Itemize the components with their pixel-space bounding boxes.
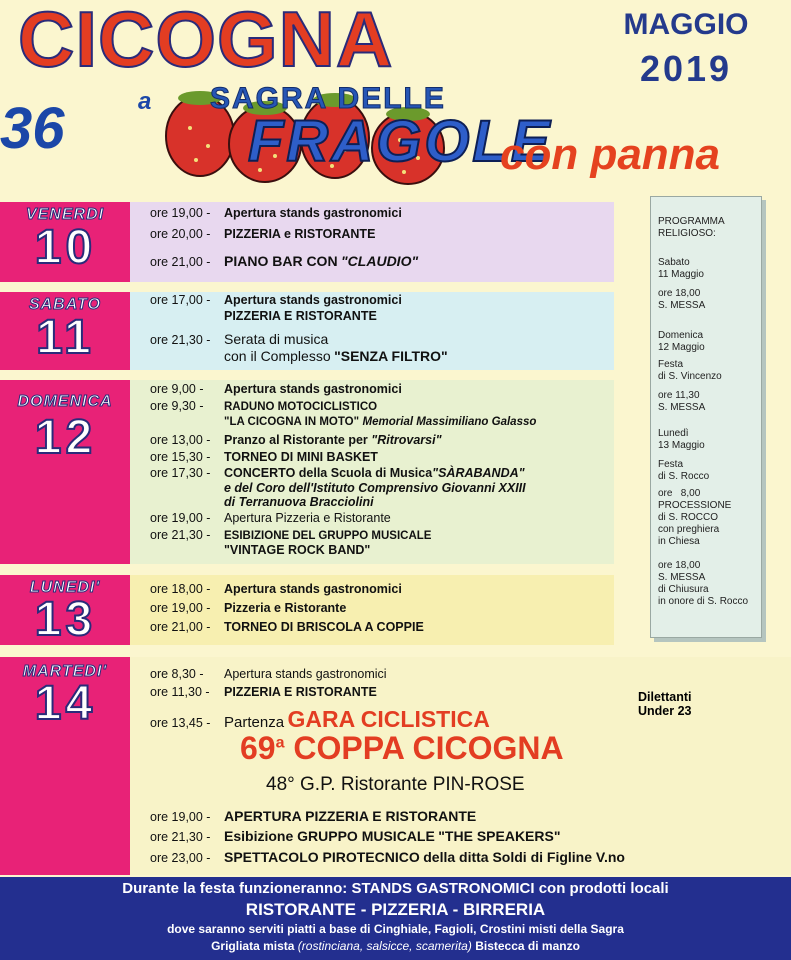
day-number: 11 [36, 311, 95, 364]
title-line-1: SAGRA DELLE [210, 82, 446, 115]
event-row: ore 19,00 - Apertura stands gastronomici [150, 206, 402, 220]
event-row: ore 21,30 - Esibizione GRUPPO MUSICALE "THE SPEAKERS" [150, 828, 561, 844]
event-row: ore 15,30 - TORNEO DI MINI BASKET [150, 450, 378, 464]
footer-line-3: dove saranno serviti piatti a base di Cinghiale, Fagioli, Crostini misti della Sagra [167, 922, 624, 936]
event-row: ore 11,30 - PIZZERIA E RISTORANTE [150, 685, 377, 699]
event-row: ore 13,00 - Pranzo al Ristorante per "Ritrovarsi" [150, 433, 442, 447]
event-row: di Terranuova Bracciolini [224, 495, 374, 509]
event-row: ore 17,30 - CONCERTO della Scuola di Musica"SÀRABANDA" [150, 466, 525, 480]
event-row: PIZZERIA E RISTORANTE [224, 309, 377, 323]
religious-item: Festa di S. Vincenzo [658, 359, 722, 382]
event-row: e del Coro dell'Istituto Comprensivo Giovanni XXIII [224, 481, 526, 495]
footer-line-2: RISTORANTE - PIZZERIA - BIRRERIA [245, 900, 546, 919]
religious-item: ore 11,30 S. MESSA [658, 390, 706, 413]
event-row: ore 19,00 - Apertura Pizzeria e Ristorante [150, 511, 391, 525]
day-name: VENERDI [25, 206, 105, 223]
event-row: "LA CICOGNA IN MOTO" Memorial Massimiliano Galasso [224, 416, 537, 428]
month-label: MAGGIO [623, 8, 749, 41]
religious-item: ore 18,00 S. MESSA di Chiusura in onore di S. Rocco [658, 560, 749, 607]
event-row: ore 17,00 - Apertura stands gastronomici [150, 293, 402, 307]
event-row: ore 21,00 - PIANO BAR CON "CLAUDIO" [150, 253, 419, 269]
edition-suffix: a [138, 88, 152, 115]
religious-item: Festa di S. Rocco [658, 459, 710, 482]
edition-number: 36 [0, 96, 65, 161]
event-row: ore 13,45 - Partenza GARA CICLISTICA [150, 706, 490, 732]
day-name: MARTEDI' [22, 663, 108, 680]
coppa-title: 69$^a$ COPPA CICOGNA [240, 730, 564, 766]
day-name: DOMENICA [17, 393, 113, 410]
day-number: 14 [34, 677, 97, 730]
event-row: ore 23,00 - SPETTACOLO PIROTECNICO della ditta Soldi di Figline V.no [150, 849, 625, 865]
day-number: 12 [34, 411, 97, 464]
religious-item: ore 8,00 PROCESSIONE di S. ROCCO con preghiera in Chiesa [658, 488, 732, 547]
event-row: ore 21,30 - Serata di musica [150, 331, 329, 347]
town-title: CICOGNA [18, 0, 394, 83]
event-row: ore 20,00 - PIZZERIA e RISTORANTE [150, 227, 376, 241]
event-row: con il Complesso "SENZA FILTRO" [224, 348, 448, 364]
religious-item: Domenica 12 Maggio [658, 330, 705, 353]
year-label: 2019 [639, 48, 733, 89]
event-row: ore 21,00 - TORNEO DI BRISCOLA A COPPIE [150, 620, 424, 634]
event-row: ore 18,00 - Apertura stands gastronomici [150, 582, 402, 596]
gp-title: 48° G.P. Ristorante PIN-ROSE [266, 774, 525, 795]
religious-item: Sabato 11 Maggio [658, 257, 704, 280]
event-row: ore 19,00 - APERTURA PIZZERIA E RISTORANTE [150, 808, 477, 824]
religious-item: ore 18,00 S. MESSA [658, 288, 706, 311]
title-line-3: con panna [500, 130, 721, 179]
title-line-2: FRAGOLE [248, 109, 553, 174]
day-name: SABATO [28, 296, 102, 313]
event-row: "VINTAGE ROCK BAND" [224, 543, 371, 557]
event-row: ore 19,00 - Pizzeria e Ristorante [150, 601, 347, 615]
race-category: Dilettanti Under 23 [638, 690, 692, 718]
day-number: 10 [34, 221, 97, 274]
event-row: ore 9,00 - Apertura stands gastronomici [150, 382, 402, 396]
footer-line-4: Grigliata mista (rostinciana, salsicce, scamerita) Bistecca di manzo [211, 939, 580, 953]
event-row: ore 9,30 - RADUNO MOTOCICLISTICO [150, 399, 378, 413]
religious-title: PROGRAMMA RELIGIOSO: [658, 216, 725, 239]
event-row: ore 21,30 - ESIBIZIONE DEL GRUPPO MUSICALE [150, 528, 432, 542]
event-row: ore 8,30 - Apertura stands gastronomici [150, 667, 387, 681]
religious-item: Lunedì 13 Maggio [658, 428, 705, 451]
day-name: LUNEDI' [29, 579, 101, 596]
day-number: 13 [34, 593, 97, 646]
footer-line-1: Durante la festa funzioneranno: STANDS GASTRONOMICI con prodotti locali [122, 880, 669, 897]
